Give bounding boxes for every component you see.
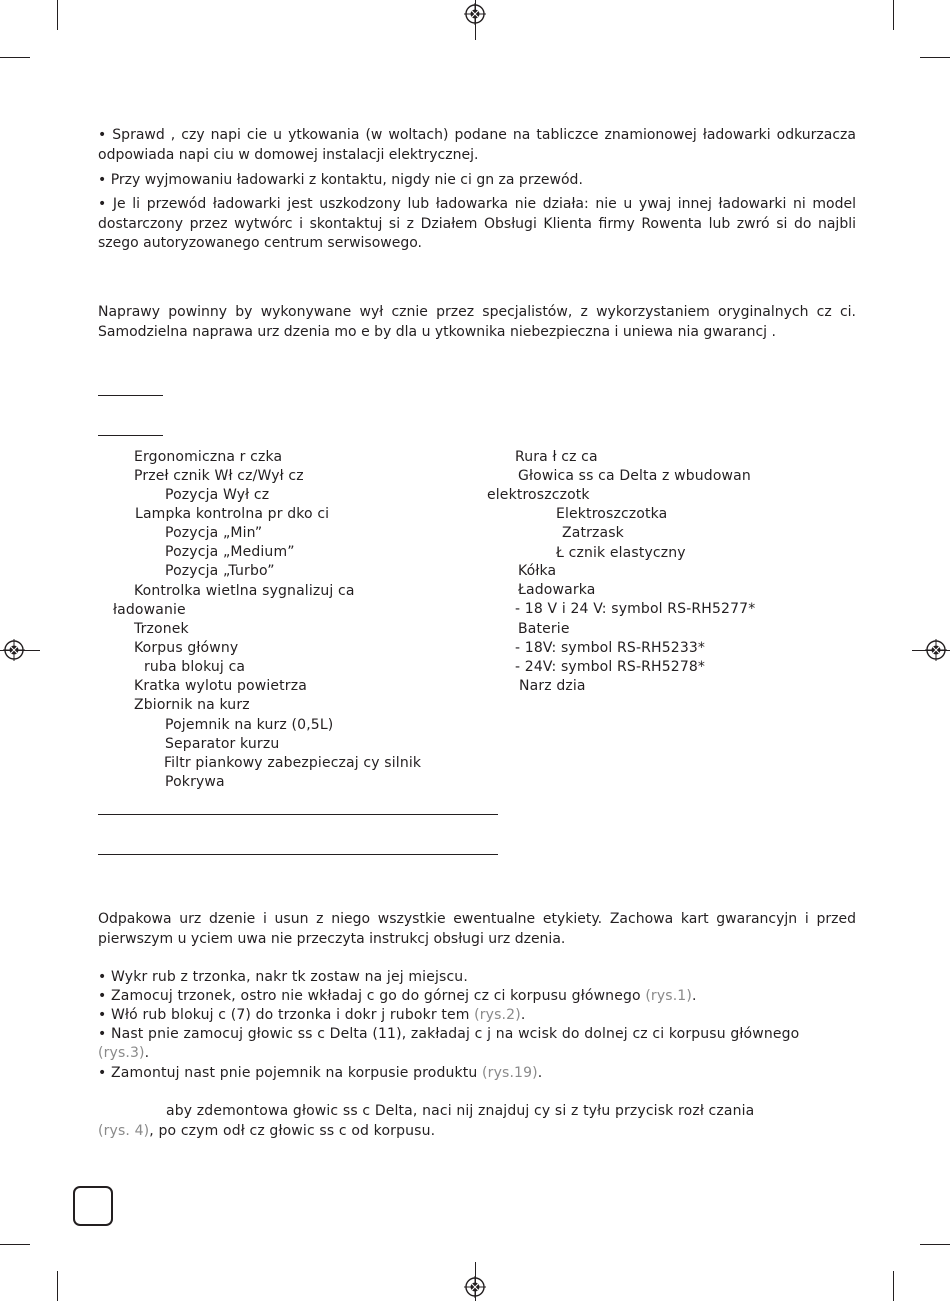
section-divider (98, 395, 163, 396)
crop-mark (57, 0, 58, 30)
part-item: Korpus główny (134, 640, 239, 656)
part-item: Kratka wylotu powietrza (134, 678, 307, 694)
part-item: Zbiornik na kurz (134, 697, 250, 713)
part-item: Ł cznik elastyczny (556, 545, 686, 561)
assembly-step: • Zamontuj nast pnie pojemnik na korpusie produktu (rys.19). (98, 1065, 543, 1081)
crop-mark (893, 0, 894, 30)
note-text: (rys. 4), po czym odł cz głowic ss c od korpusu. (98, 1123, 436, 1139)
crop-mark (920, 1244, 950, 1245)
warning-item: • Je li przewód ładowarki jest uszkodzony lub ładowarka nie działa: nie u ywaj innej ładowarki ni model dostarczony przez wytwórc i skontaktuj si z Działem Obsługi Klienta firmy Rowenta lub zwró si do najbli szego autoryzowanego centrum serwisowego. (98, 196, 856, 251)
assembly-step: • Nast pnie zamocuj głowic ss c Delta (11), zakładaj c j na wcisk do dolnej cz ci korpusu głównego (98, 1026, 800, 1042)
crop-mark (0, 57, 30, 58)
part-item: Przeł cznik Wł cz/Wył cz (134, 468, 304, 484)
part-item: Pojemnik na kurz (0,5L) (165, 717, 334, 733)
part-item: Narz dzia (519, 678, 586, 694)
part-item: - 24V: symbol RS-RH5278* (515, 659, 706, 675)
assembly-step: • Włó rub blokuj c (7) do trzonka i dokr j rubokr tem (rys.2). (98, 1007, 526, 1023)
registration-target-icon (464, 3, 486, 25)
part-item: ładowanie (113, 602, 186, 618)
crop-mark (893, 1271, 894, 1301)
part-item: Pokrywa (165, 774, 225, 790)
part-item: Pozycja Wył cz (165, 487, 270, 503)
part-item: Ładowarka (518, 582, 596, 598)
part-item: - 18 V i 24 V: symbol RS-RH5277* (515, 601, 756, 617)
figure-reference: (rys.1) (645, 988, 692, 1004)
part-item: - 18V: symbol RS-RH5233* (515, 640, 706, 656)
part-item: Zatrzask (562, 525, 624, 541)
part-item: Pozycja „Turbo” (165, 563, 275, 579)
crop-mark (920, 57, 950, 58)
section-divider (98, 435, 163, 436)
figure-reference: (rys. 4) (98, 1123, 150, 1139)
registration-target-icon (925, 639, 947, 661)
page-number-box (73, 1186, 113, 1226)
assembly-step: • Wykr rub z trzonka, nakr tk zostaw na jej miejscu. (98, 969, 468, 985)
section-divider (98, 854, 498, 855)
part-item: Trzonek (134, 621, 189, 637)
figure-reference: (rys.3) (98, 1045, 145, 1061)
part-item: Elektroszczotka (556, 506, 668, 522)
crop-mark (57, 1271, 58, 1301)
part-item: Głowica ss ca Delta z wbudowan (518, 468, 751, 484)
part-item: elektroszczotk (487, 487, 590, 503)
crop-mark (0, 1244, 30, 1245)
assembly-step: • Zamocuj trzonek, ostro nie wkładaj c go do górnej cz ci korpusu głównego (rys.1). (98, 988, 697, 1004)
part-item: Ergonomiczna r czka (134, 449, 283, 465)
part-item: Kółka (518, 563, 557, 579)
part-item: Lampka kontrolna pr dko ci (135, 506, 330, 522)
warning-item: • Sprawd , czy napi cie u ytkowania (w woltach) podane na tabliczce znamionowej ładowarki odkurzacza odpowiada napi ciu w domowej instalacji elektrycznej. (98, 127, 856, 163)
part-item: Kontrolka wietlna sygnalizuj ca (134, 583, 355, 599)
part-item: ruba blokuj ca (144, 659, 246, 675)
section-divider (98, 814, 498, 815)
assembly-step: (rys.3). (98, 1045, 150, 1061)
registration-target-icon (464, 1276, 486, 1298)
repairs-paragraph: Naprawy powinny by wykonywane wył cznie przez specjalistów, z wykorzystaniem oryginalnych cz ci. Samodzielna naprawa urz dzenia mo e by dla u ytkownika niebezpieczna i uniewa nia gwarancj . (98, 304, 856, 340)
part-item: Filtr piankowy zabezpieczaj cy silnik (164, 755, 422, 771)
part-item: Baterie (518, 621, 570, 637)
part-item: Separator kurzu (165, 736, 280, 752)
note-text: aby zdemontowa głowic ss c Delta, naci nij znajduj cy si z tyłu przycisk rozł czania (166, 1103, 755, 1119)
part-item: Rura ł cz ca (515, 449, 598, 465)
registration-target-icon (3, 639, 25, 661)
part-item: Pozycja „Medium” (165, 544, 295, 560)
figure-reference: (rys.2) (474, 1007, 521, 1023)
part-item: Pozycja „Min” (165, 525, 263, 541)
unpacking-paragraph: Odpakowa urz dzenie i usun z niego wszystkie ewentualne etykiety. Zachowa kart gwarancyjn i przed pierwszym u yciem uwa nie przeczyta instrukcj obsługi urz dzenia. (98, 911, 856, 947)
warning-item: • Przy wyjmowaniu ładowarki z kontaktu, nigdy nie ci gn za przewód. (98, 172, 583, 188)
figure-reference: (rys.19) (482, 1065, 538, 1081)
